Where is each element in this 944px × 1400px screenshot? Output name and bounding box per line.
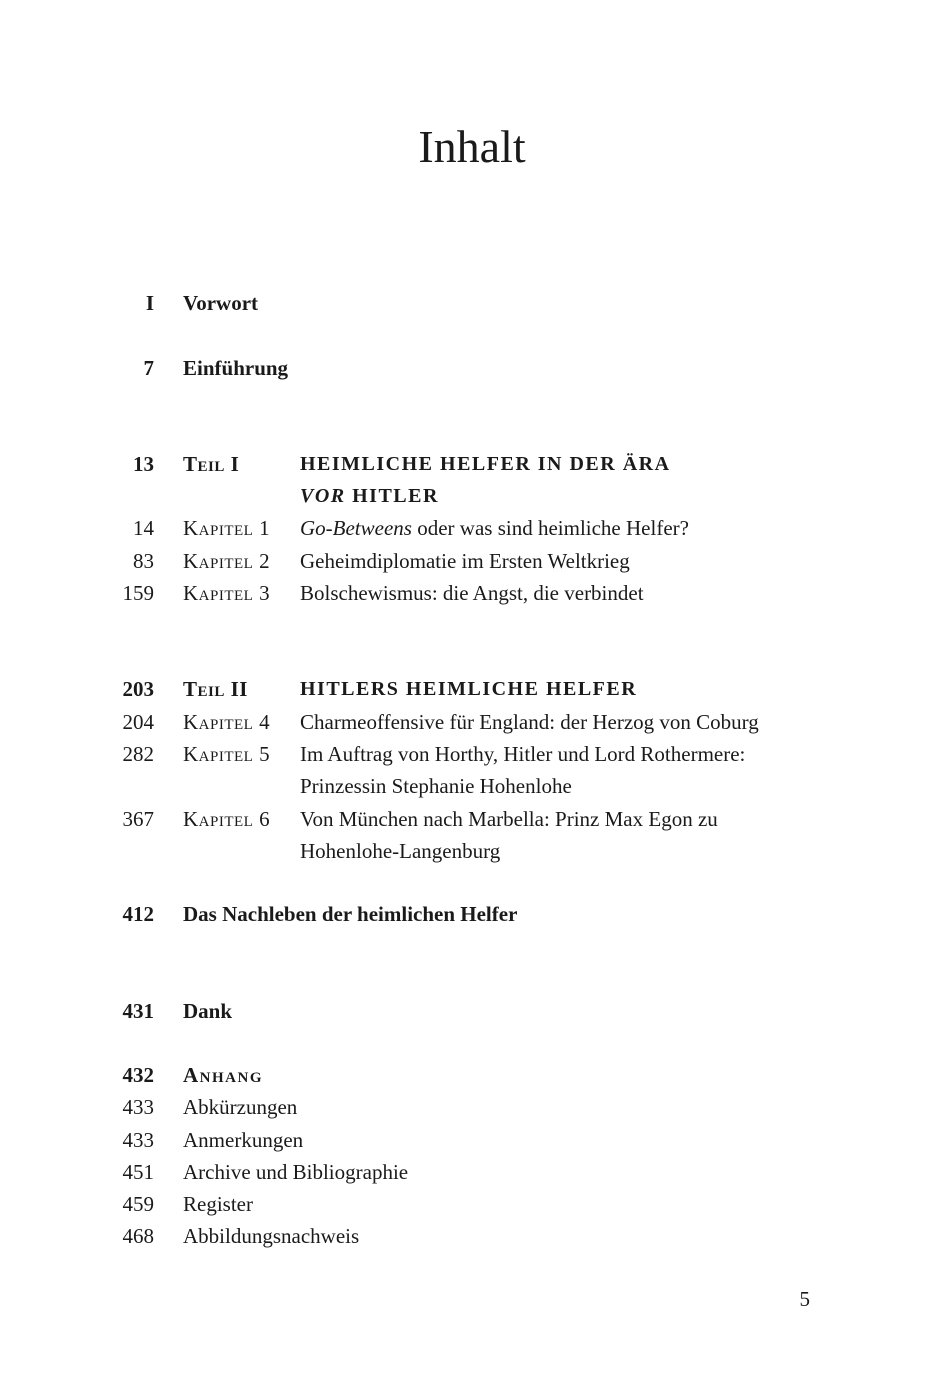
toc-entry-title: Archive und Bibliographie	[183, 1160, 409, 1184]
toc-entry-title: Anmerkungen	[183, 1128, 304, 1152]
toc-italic-word: VOR	[300, 485, 346, 507]
toc-page-number: 451	[122, 1160, 154, 1184]
toc-entry-kapitel-3[interactable]	[0, 577, 944, 609]
toc-entry-teil-1-continued	[0, 480, 944, 512]
toc-entry-abkuerzungen[interactable]	[0, 1091, 944, 1123]
toc-entry-title: Abbildungsnachweis	[183, 1224, 360, 1248]
toc-chapter-label: Kapitel 3	[183, 581, 271, 605]
toc-entry-title: Abkürzungen	[183, 1095, 298, 1119]
toc-chapter-title	[300, 512, 689, 544]
toc-entry-kapitel-6[interactable]	[0, 803, 944, 835]
toc-page-number: 433	[122, 1095, 154, 1119]
toc-page-number: I	[145, 291, 154, 315]
toc-page-number: 7	[143, 356, 154, 380]
toc-chapter-title: Im Auftrag von Horthy, Hitler und Lord Rothermere:	[300, 742, 746, 766]
toc-entry-teil-2[interactable]	[0, 673, 944, 705]
toc-page-number: 282	[122, 742, 154, 766]
toc-page-number: 431	[122, 999, 154, 1023]
toc-entry-einfuehrung[interactable]	[0, 352, 944, 384]
toc-page-number: 459	[122, 1192, 154, 1216]
toc-italic-word: Go-Betweens	[300, 516, 412, 540]
toc-entry-abbildungsnachweis[interactable]	[0, 1220, 944, 1252]
toc-chapter-label: Kapitel 1	[183, 516, 271, 540]
toc-entry-title: Einführung	[183, 356, 289, 380]
page-number: 5	[799, 1287, 810, 1311]
toc-entry-kapitel-2[interactable]	[0, 545, 944, 577]
page-title: Inhalt	[418, 121, 526, 172]
toc-chapter-label: Kapitel 4	[183, 710, 271, 734]
toc-part-label: Teil II	[183, 677, 248, 701]
toc-chapter-title-rest: oder was sind heimliche Helfer?	[411, 516, 689, 540]
toc-entry-anhang[interactable]	[0, 1059, 944, 1091]
toc-chapter-title: Charmeoffensive für England: der Herzog von Coburg	[300, 710, 759, 734]
toc-entry-teil-1[interactable]	[0, 448, 944, 480]
toc-chapter-label: Kapitel 2	[183, 549, 271, 573]
toc-entry-kapitel-5[interactable]	[0, 738, 944, 770]
toc-entry-title: Dank	[183, 999, 233, 1023]
toc-chapter-title-line2: Hohenlohe-Langenburg	[300, 839, 501, 863]
toc-chapter-label: Kapitel 6	[183, 807, 271, 831]
toc-entry-title: Das Nachleben der heimlichen Helfer	[183, 902, 518, 926]
toc-entry-anmerkungen[interactable]	[0, 1124, 944, 1156]
toc-part-label: Anhang	[183, 1063, 263, 1087]
toc-page-number: 204	[122, 710, 154, 734]
toc-entry-register[interactable]	[0, 1188, 944, 1220]
toc-page-number: 433	[122, 1128, 154, 1152]
toc-chapter-label: Kapitel 5	[183, 742, 271, 766]
toc-entry-kapitel-5-continued	[0, 770, 944, 802]
toc-entry-archive[interactable]	[0, 1156, 944, 1188]
toc-chapter-title-line2: Prinzessin Stephanie Hohenlohe	[300, 774, 572, 798]
toc-part-label: Teil I	[183, 452, 240, 476]
toc-chapter-title: Von München nach Marbella: Prinz Max Egon zu	[300, 807, 718, 831]
toc-chapter-title: Bolschewismus: die Angst, die verbindet	[300, 581, 644, 605]
toc-entry-kapitel-1[interactable]	[0, 512, 944, 544]
toc-page-number: 432	[122, 1063, 154, 1087]
toc-entry-kapitel-4[interactable]	[0, 706, 944, 738]
toc-page-number: 367	[122, 807, 154, 831]
toc-part-title-rest: HITLER	[345, 485, 439, 507]
toc-page-number: 83	[133, 549, 154, 573]
toc-page-number: 203	[122, 677, 154, 701]
toc-entry-vorwort[interactable]	[0, 287, 944, 319]
toc-entry-title: Register	[183, 1192, 253, 1216]
toc-entry-nachleben[interactable]	[0, 898, 944, 930]
toc-part-title: HITLERS HEIMLICHE HELFER	[300, 678, 638, 700]
toc-entry-dank[interactable]	[0, 995, 944, 1027]
toc-part-title: HEIMLICHE HELFER IN DER ÄRA	[300, 453, 671, 475]
toc-page-number: 159	[122, 581, 154, 605]
toc-page-number: 14	[133, 516, 154, 540]
toc-chapter-title: Geheimdiplomatie im Ersten Weltkrieg	[300, 549, 630, 573]
toc-part-title-line2	[300, 480, 439, 512]
toc-entry-kapitel-6-continued	[0, 835, 944, 867]
toc-page-number: 412	[122, 902, 154, 926]
toc-page-number: 468	[122, 1224, 154, 1248]
toc-page-number: 13	[133, 452, 154, 476]
toc-entry-title: Vorwort	[183, 291, 259, 315]
